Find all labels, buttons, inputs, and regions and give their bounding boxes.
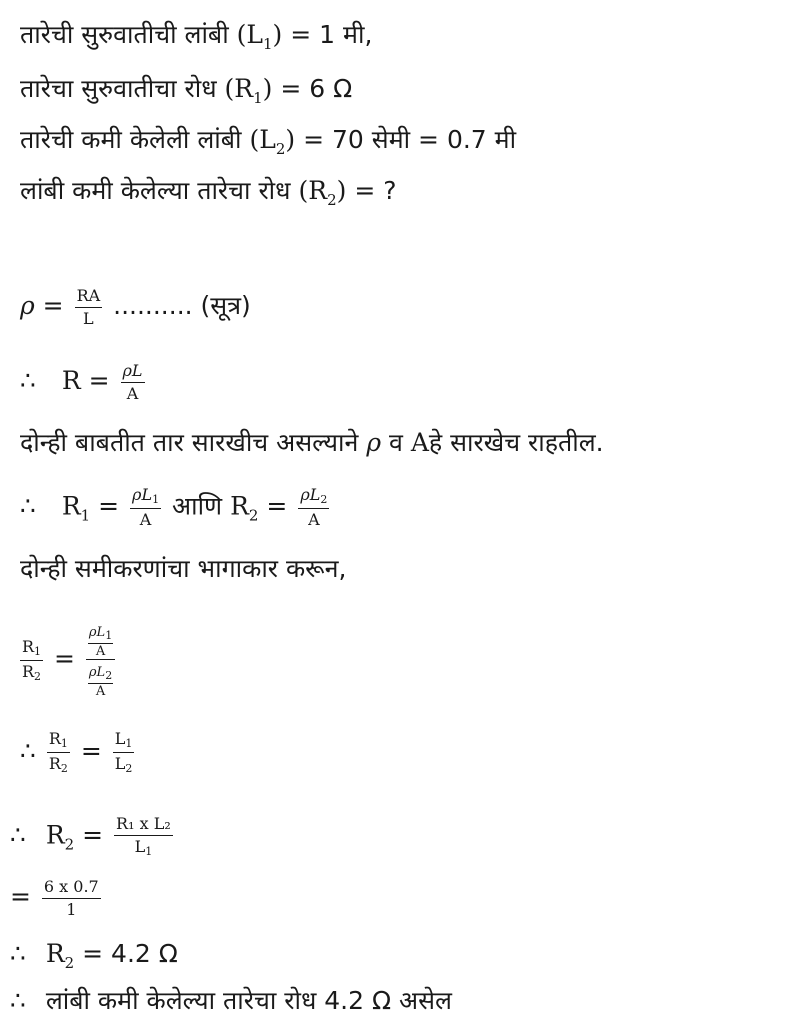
therefore-symbol: ∴ xyxy=(20,366,36,396)
dividing-statement: दोन्ही समीकरणांचा भागाकार करून, xyxy=(20,554,347,583)
numeric-fraction: $\frac{6 x 0.7}{1}$ xyxy=(43,877,99,919)
conclusion-line: ∴ लांबी कमी केलेल्या तारेचा रोध 4.2 Ω असेल xyxy=(10,986,452,1015)
conclusion-text: लांबी कमी केलेल्या तारेचा रोध 4.2 Ω असेल xyxy=(45,986,452,1015)
given-r1-label: तारेचा सुरुवातीचा रोध xyxy=(20,74,217,103)
given-l2-value: 70 सेमी = 0.7 मी xyxy=(332,125,517,154)
r1-fraction: $\frac{\rho L_1}{A}$ xyxy=(132,485,160,530)
l-ratio-fraction: $\frac{L_1}{L_2}$ xyxy=(114,729,133,776)
given-l2-line: तारेची कमी केलेली लांबी $(L_2) = 70$ सेमी = 0.7 मी xyxy=(20,125,517,158)
nested-fraction: $\frac{\frac{\rho L_1}{A}}{\frac{\rho L_2}{A}}$ xyxy=(86,622,115,698)
r-ratio-fraction: $\frac{R_1}{R_2}$ xyxy=(22,636,42,683)
ratio-simple-line: ∴ $\frac{R_1}{R_2}$ = $\frac{L_1}{L_2}$ xyxy=(20,729,133,776)
r-formula-fraction: $\frac{\rho L}{A}$ xyxy=(122,361,143,403)
given-r2-label: लांबी कमी केलेल्या तारेचा रोध xyxy=(20,176,291,205)
given-l1-label: तारेची सुरुवातीची लांबी xyxy=(20,20,229,49)
given-r1-value: 6 Ω xyxy=(309,74,353,103)
given-l2-label: तारेची कमी केलेली लांबी xyxy=(20,125,242,154)
given-r2-line: लांबी कमी केलेल्या तारेचा रोध $(R_2)$ = ? xyxy=(20,176,397,209)
r-ratio-fraction-2: $\frac{R_1}{R_2}$ xyxy=(48,729,68,776)
numeric-line: = $\frac{6 x 0.7}{1}$ xyxy=(10,877,99,919)
constant-statement: दोन्ही बाबतीत तार सारखीच असल्याने ρ व Aहे सारखेच राहतील. xyxy=(20,428,604,457)
formula-dots: .......... xyxy=(113,291,193,321)
given-l1-value: 1 मी, xyxy=(319,20,373,49)
given-r1-line: तारेचा सुरुवातीचा रोध $(R_1) = 6$ Ω xyxy=(20,74,353,107)
result-value: 4.2 Ω xyxy=(111,939,178,968)
given-l1-line: तारेची सुरुवातीची लांबी $(L_1) = 1$ मी, xyxy=(20,20,373,53)
formula-label: (सूत्र) xyxy=(200,291,251,321)
r2-expression-fraction: $\frac{\text{R₁ x L₂}}{L_1}$ xyxy=(116,814,171,858)
result-line: ∴ $R_2 = 4.2$ Ω xyxy=(10,939,178,972)
ratio-complex-line: $\frac{R_1}{R_2}$ = $\frac{\frac{\rho L_1}{A}}{\frac{\rho L_2}{A}}$ xyxy=(20,622,118,698)
formula-line: ρ = $\frac{RA}{L}$ .......... (सूत्र) xyxy=(20,286,251,328)
r2-fraction: $\frac{\rho L_2}{A}$ xyxy=(300,485,328,530)
r-formula-line: ∴ R = $\frac{\rho L}{A}$ xyxy=(20,361,143,403)
r2-expression-line: ∴ $R_2$ = $\frac{\text{R₁ x L₂}}{L_1}$ xyxy=(10,814,171,858)
formula-fraction: $\frac{RA}{L}$ xyxy=(76,286,101,328)
given-r2-value: ? xyxy=(383,176,397,205)
r1-r2-line: ∴ $R_1$ = $\frac{\rho L_1}{A}$ आणि $R_2$ = $\frac{\rho L_2}{A}$ xyxy=(20,485,328,530)
